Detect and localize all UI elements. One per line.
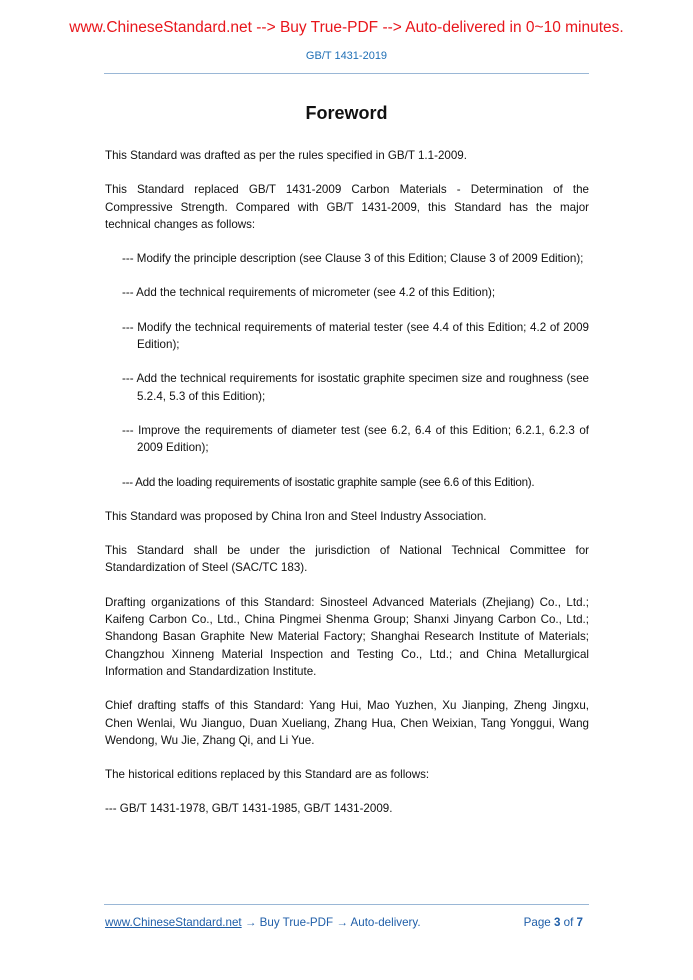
page-footer xyxy=(105,916,589,929)
page-title: Foreword xyxy=(305,103,388,123)
change-item: --- Add the technical requirements of micrometer (see 4.2 of this Edition); xyxy=(122,286,496,300)
paragraph: --- GB/T 1431-1978, GB/T 1431-1985, GB/T 1431-2009. xyxy=(105,802,393,816)
change-item: --- Add the loading requirements of isostatic graphite sample (see 6.6 of this Edition). xyxy=(122,475,535,489)
top-banner[interactable]: www.ChineseStandard.net --> Buy True-PDF --> Auto-delivered in 0~10 minutes. xyxy=(69,19,624,36)
paragraph: This Standard replaced GB/T 1431-2009 Carbon Materials - Determination of the Compressive Strength. Compared with GB/T 1431-2009, this Standard has the major technical changes as follows: xyxy=(105,183,589,231)
page-indicator xyxy=(524,916,583,929)
header-divider xyxy=(104,73,589,74)
change-item: --- Modify the technical requirements of material tester (see 4.4 of this Edition; 4.2 of 2009 Edition); xyxy=(122,320,589,352)
paragraph: Drafting organizations of this Standard: Sinosteel Advanced Materials (Zhejiang) Co., Ltd.; Kaifeng Carbon Co., Ltd., China Pingmei Shenma Group; Shanxi Jinyang Carbon Co., Ltd.; Shandong Basan Graphite New Material Factory; Shanghai Research Institute of Materials; Changzhou Xinneng Material Inspection and Testing Co., Ltd.; and China Metallurgical Information and Standardization Institute. xyxy=(105,595,589,678)
paragraph: This Standard shall be under the jurisdiction of National Technical Committee for Standardization of Steel (SAC/TC 183). xyxy=(105,544,589,575)
paragraph: The historical editions replaced by this Standard are as follows: xyxy=(105,768,430,782)
footer-link[interactable]: www.ChineseStandard.net xyxy=(105,916,242,929)
standard-code-header: GB/T 1431-2019 xyxy=(305,50,388,62)
paragraph: This Standard was drafted as per the rules specified in GB/T 1.1-2009. xyxy=(105,149,467,162)
change-item: --- Add the technical requirements for isostatic graphite specimen size and roughness (see 5.2.4, 5.3 of this Edition); xyxy=(122,372,589,403)
page-number: 3 xyxy=(553,916,561,929)
footer-divider xyxy=(104,904,589,905)
total-pages: 7 xyxy=(576,916,583,929)
paragraph: Chief drafting staffs of this Standard: Yang Hui, Mao Yuzhen, Xu Jianping, Zheng Jingxu, Chen Wenlai, Wu Jianguo, Duan Xueliang, Zhang Hua, Chen Weixian, Tang Yonggui, Wang Wendong, Wu Jie, Zhang Qi, and Li Yue. xyxy=(105,699,589,747)
footer-text: → Buy True-PDF → Auto-delivery. xyxy=(241,916,421,929)
change-item: --- Improve the requirements of diameter test (see 6.2, 6.4 of this Edition; 6.2.1, 6.2.3 of 2009 Edition); xyxy=(122,423,589,455)
document-body xyxy=(105,147,589,835)
page-label: Page xyxy=(523,916,551,929)
of-label: of xyxy=(563,916,574,929)
change-item: --- Modify the principle description (see Clause 3 of this Edition; Clause 3 of 2009 Edition); xyxy=(122,252,584,266)
paragraph: This Standard was proposed by China Iron and Steel Industry Association. xyxy=(105,509,487,523)
